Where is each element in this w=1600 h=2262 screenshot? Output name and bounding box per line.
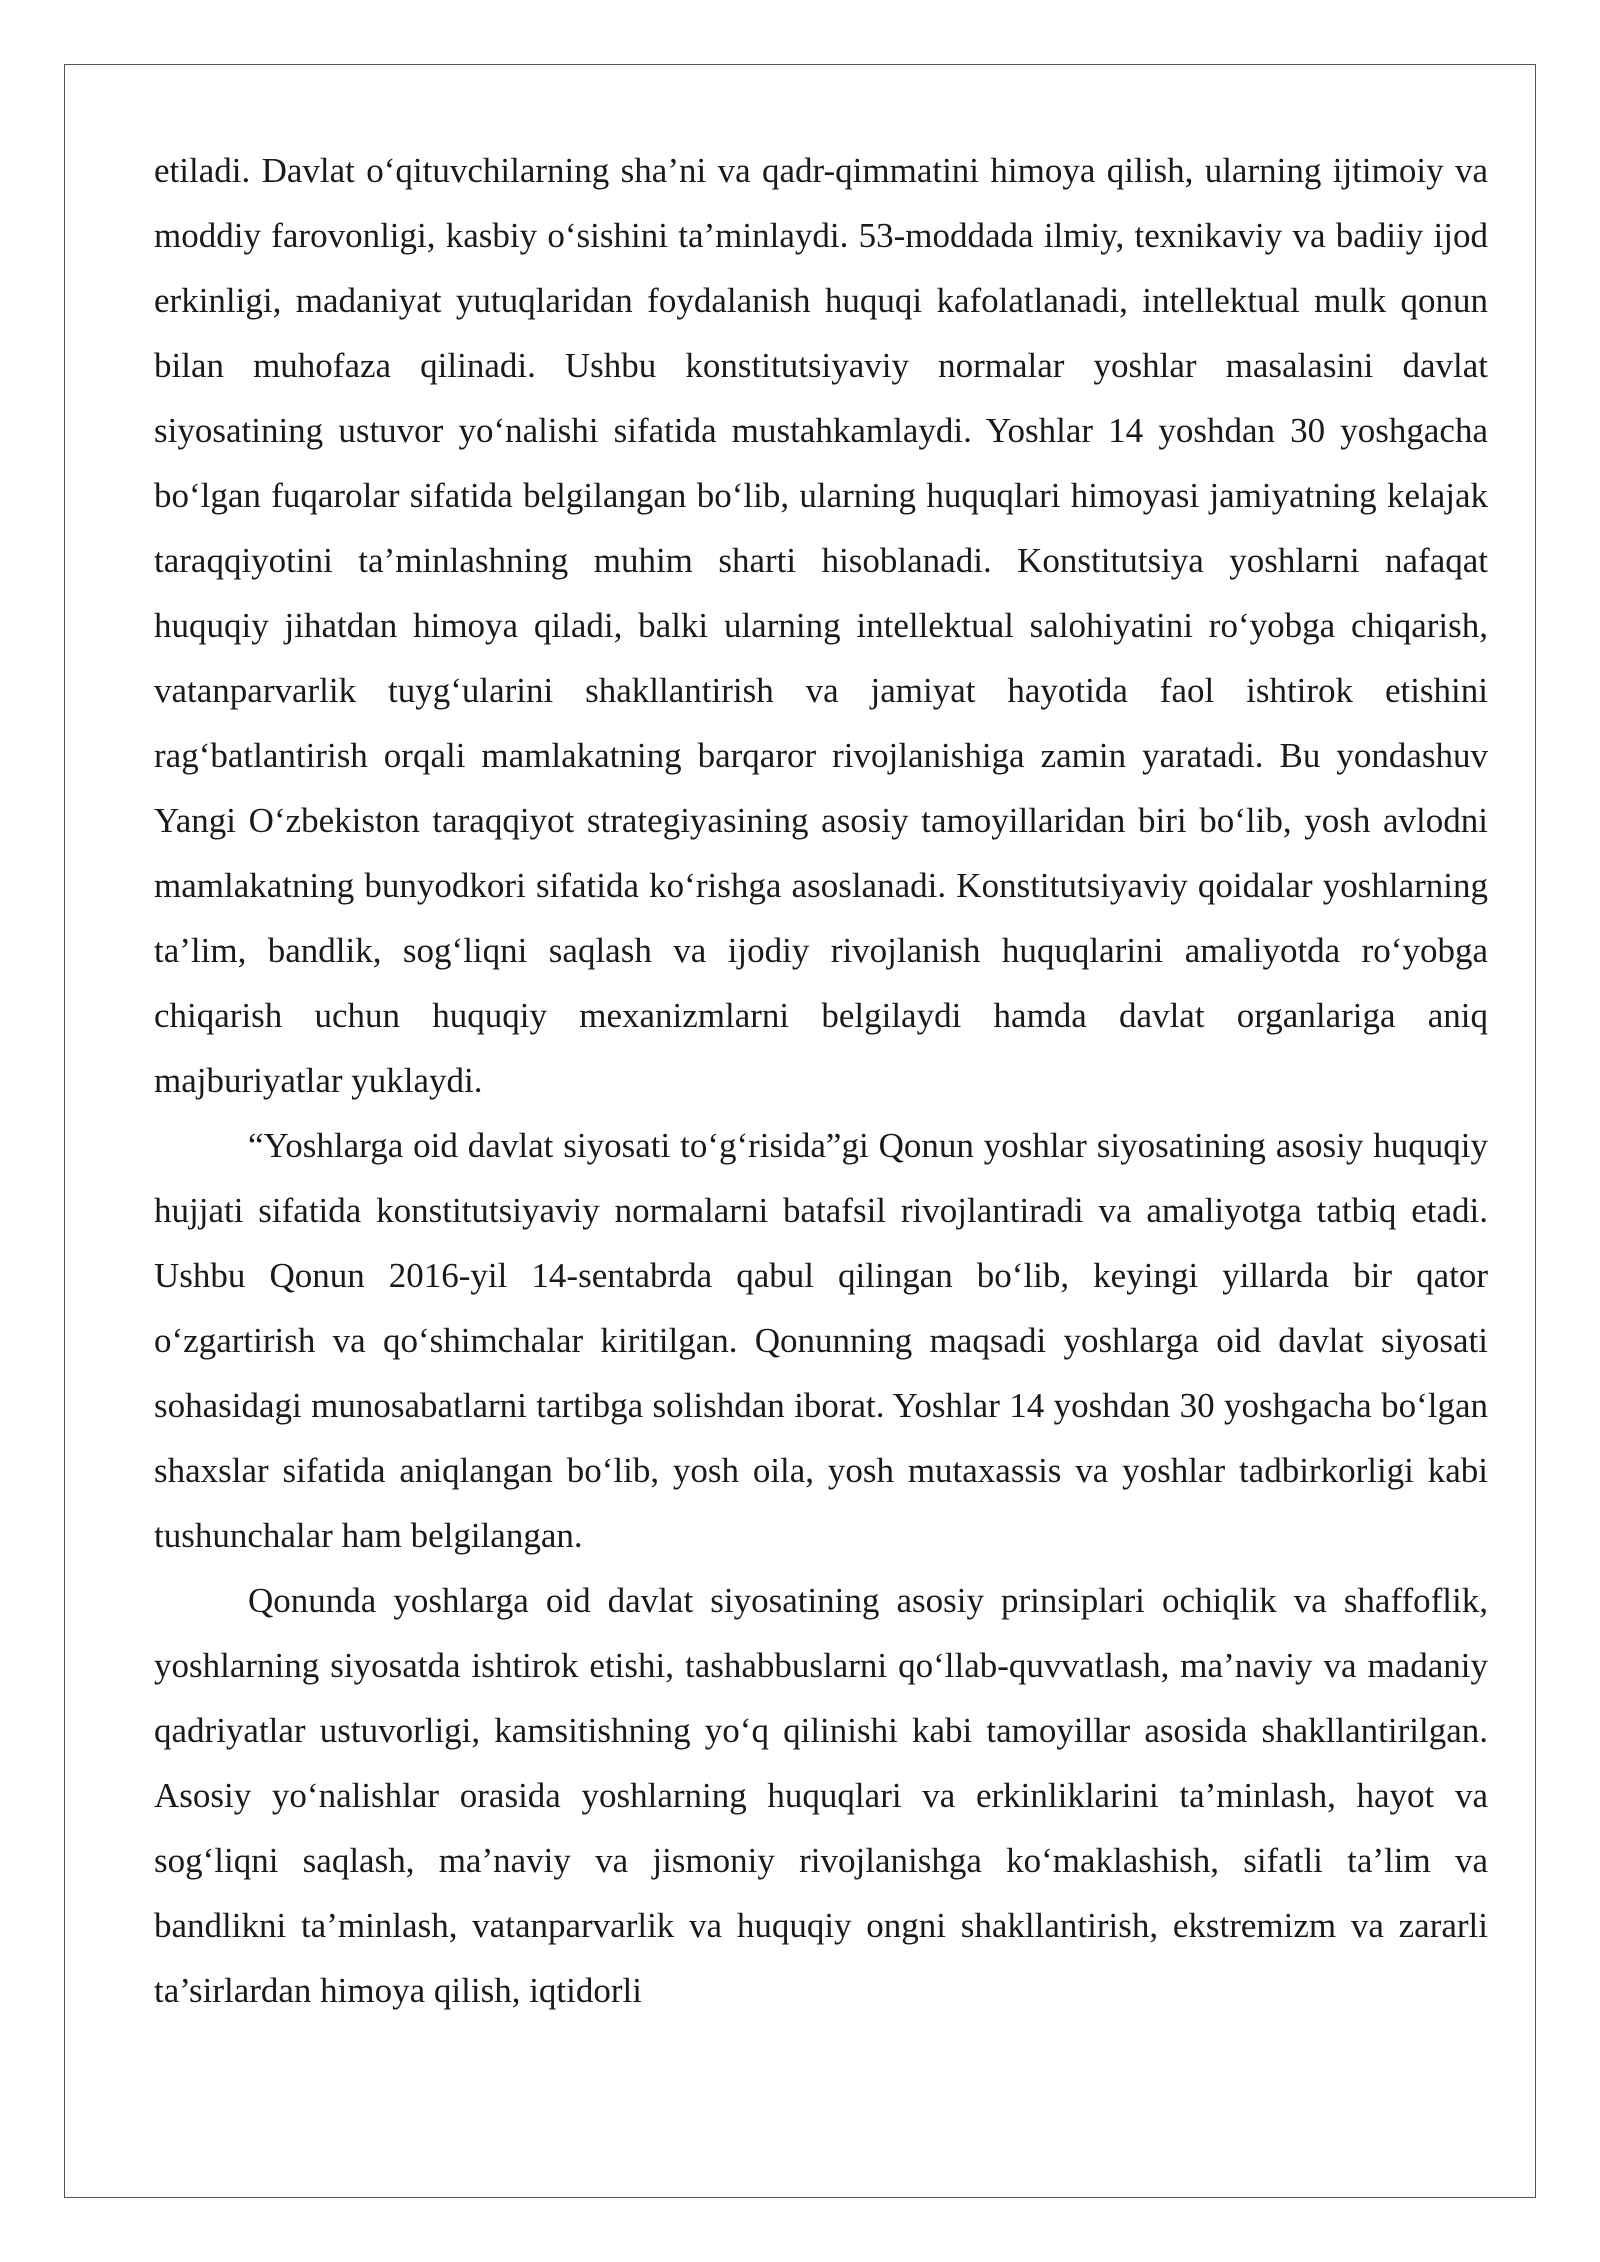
paragraph-3: Qonunda yoshlarga oid davlat siyosatining asosiy prinsiplari ochiqlik va shaffoflik, yoshlarning siyosatda ishtirok etishi, tashabbuslarni qoʻllab-quvvatlash, ma’naviy va madaniy qadriyatlar ustuvorligi, kamsitishning yoʻq qilinishi kabi tamoyillar asosida shakllantirilgan. Asosiy yoʻnalishlar orasida yoshlarning huquqlari va erkinliklarini ta’minlash, hayot va sogʻliqni saqlash, ma’naviy va jismoniy rivojlanishga koʻmaklashish, sifatli ta’lim va bandlikni ta’minlash, vatanparvarlik va huquqiy ongni shakllantirish, ekstremizm va zararli ta’sirlardan himoya qilish, iqtidorli [154, 1581, 1488, 2010]
paragraph-1: etiladi. Davlat oʻqituvchilarning sha’ni va qadr-qimmatini himoya qilish, ularning ijtimoiy va moddiy farovonligi, kasbiy oʻsishini ta’minlaydi. 53-moddada ilmiy, texnikaviy va badiiy ijod erkinligi, madaniyat yutuqlaridan foydalanish huquqi kafolatlanadi, intellektual mulk qonun bilan muhofaza qilinadi. Ushbu konstitutsiyaviy normalar yoshlar masalasini davlat siyosatining ustuvor yoʻnalishi sifatida mustahkamlaydi. Yoshlar 14 yoshdan 30 yoshgacha boʻlgan fuqarolar sifatida belgilangan boʻlib, ularning huquqlari himoyasi jamiyatning kelajak taraqqiyotini ta’minlashning muhim sharti hisoblanadi. Konstitutsiya yoshlarni nafaqat huquqiy jihatdan himoya qiladi, balki ularning intellektual salohiyatini roʻyobga chiqarish, vatanparvarlik tuygʻularini shakllantirish va jamiyat hayotida faol ishtirok etishini ragʻbatlantirish orqali mamlakatning barqaror rivojlanishiga zamin yaratadi. Bu yondashuv Yangi Oʻzbekiston taraqqiyot strategiyasining asosiy tamoyillaridan biri boʻlib, yosh avlodni mamlakatning bunyodkori sifatida koʻrishga asoslanadi. Konstitutsiyaviy qoidalar yoshlarning ta’lim, bandlik, sogʻliqni saqlash va ijodiy rivojlanish huquqlarini amaliyotda roʻyobga chiqarish uchun huquqiy mexanizmlarni belgilaydi hamda davlat organlariga aniq majburiyatlar yuklaydi. [154, 151, 1488, 1100]
paragraph-2: “Yoshlarga oid davlat siyosati toʻgʻrisida”gi Qonun yoshlar siyosatining asosiy huquqiy hujjati sifatida konstitutsiyaviy normalarni batafsil rivojlantiradi va amaliyotga tatbiq etadi. Ushbu Qonun 2016-yil 14-sentabrda qabul qilingan boʻlib, keyingi yillarda bir qator oʻzgartirish va qoʻshimchalar kiritilgan. Qonunning maqsadi yoshlarga oid davlat siyosati sohasidagi munosabatlarni tartibga solishdan iborat. Yoshlar 14 yoshdan 30 yoshgacha boʻlgan shaxslar sifatida aniqlangan boʻlib, yosh oila, yosh mutaxassis va yoshlar tadbirkorligi kabi tushunchalar ham belgilangan. [154, 1126, 1488, 1555]
document-body [154, 138, 1488, 2023]
